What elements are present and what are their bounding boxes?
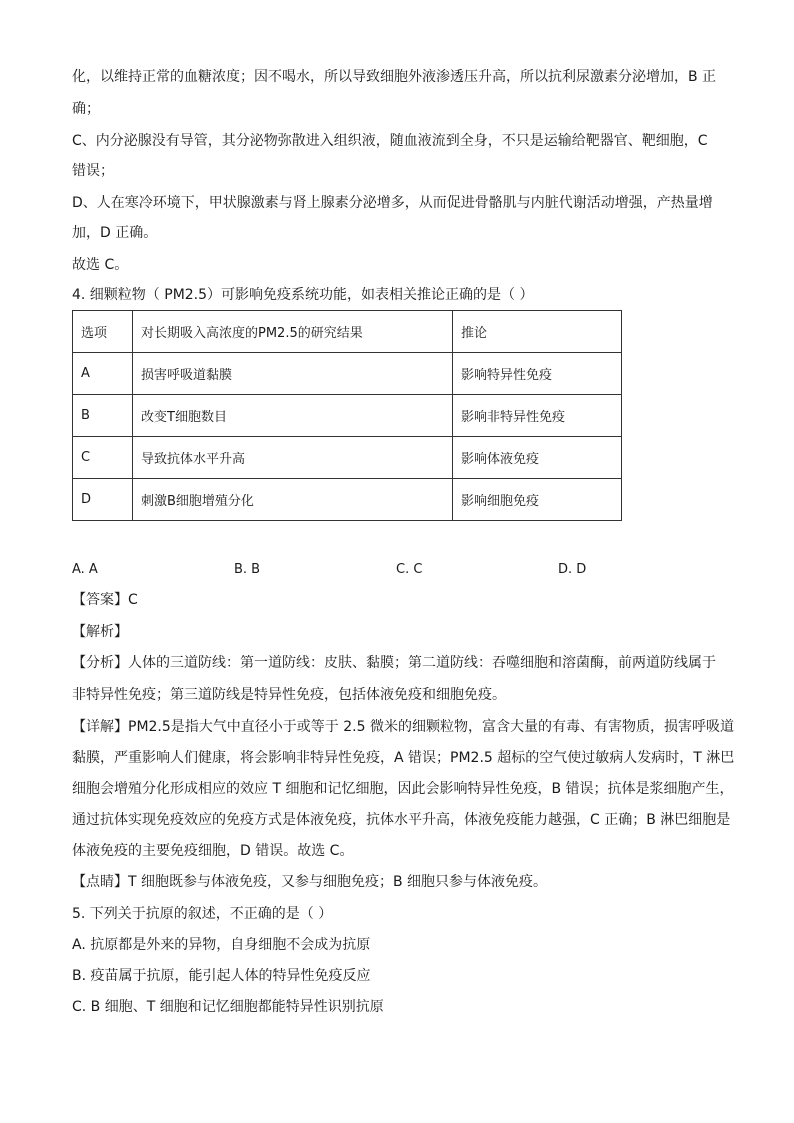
table-cell: A	[73, 353, 133, 395]
table-cell: 影响体液免疫	[453, 437, 622, 479]
table-cell: 影响细胞免疫	[453, 479, 622, 521]
question-5-option: C. B 细胞、T 细胞和记忆细胞都能特异性识别抗原	[72, 999, 384, 1015]
table-cell: 刺激B细胞增殖分化	[133, 479, 453, 521]
table-header-row	[73, 311, 622, 353]
table-header-cell: 选项	[73, 311, 133, 353]
table-cell: 改变T细胞数目	[133, 395, 453, 437]
option-c: C. C	[396, 562, 423, 577]
question-5-option: B. 疫苗属于抗原，能引起人体的特异性免疫反应	[72, 968, 371, 984]
table-cell: 影响特异性免疫	[453, 353, 622, 395]
table-header-cell: 推论	[453, 311, 622, 353]
table-row	[73, 437, 622, 479]
text-line: C、内分泌腺没有导管，其分泌物弥散进入组织液，随血液流到全身，不只是运输给靶器官、靶细胞，C	[72, 133, 708, 149]
table-row	[73, 395, 622, 437]
text-line: 【详解】PM2.5是指大气中直径小于或等于 2.5 微米的细颗粒物，富含大量的有毒、有害物质，损害呼吸道	[72, 719, 734, 735]
text-line: 错误；	[72, 163, 114, 179]
table-cell: D	[73, 479, 133, 521]
text-line: 体液免疫的主要免疫细胞，D 错误。故选 C。	[72, 843, 354, 859]
text-line: 故选 C。	[72, 257, 129, 273]
option-a: A. A	[72, 562, 98, 577]
text-line: 黏膜，严重影响人们健康，将会影响非特异性免疫，A 错误；PM2.5 超标的空气使过敏病人发病时，T 淋巴	[72, 750, 735, 766]
analysis-title: 【解析】	[72, 624, 128, 640]
text-line: 非特异性免疫；第三道防线是特异性免疫，包括体液免疫和细胞免疫。	[72, 687, 506, 703]
table-cell: 导致抗体水平升高	[133, 437, 453, 479]
question-5-stem: 5. 下列关于抗原的叙述，不正确的是（ ）	[72, 906, 333, 922]
table-header-cell: 对长期吸入高浓度的PM2.5的研究结果	[133, 311, 453, 353]
text-line: 加，D 正确。	[72, 225, 158, 241]
table-row	[73, 353, 622, 395]
text-line: D、人在寒冷环境下，甲状腺激素与肾上腺素分泌增多，从而促进骨骼肌与内脏代谢活动增强，产热量增	[72, 195, 713, 211]
text-line: 确；	[72, 101, 100, 117]
text-line: 【分析】人体的三道防线：第一道防线：皮肤、黏膜；第二道防线：吞噬细胞和溶菌酶，前两道防线属于	[72, 655, 716, 671]
table-cell: C	[73, 437, 133, 479]
option-b: B. B	[234, 562, 261, 577]
pm25-table	[72, 310, 622, 521]
text-line: 【点睛】T 细胞既参与体液免疫，又参与细胞免疫；B 细胞只参与体液免疫。	[72, 874, 548, 890]
table-cell: 影响非特异性免疫	[453, 395, 622, 437]
table-row	[73, 479, 622, 521]
table-cell: 损害呼吸道黏膜	[133, 353, 453, 395]
answer-line: 【答案】C	[72, 592, 138, 608]
question-5-option: A. 抗原都是外来的异物，自身细胞不会成为抗原	[72, 937, 371, 953]
text-line: 化，以维持正常的血糖浓度；因不喝水，所以导致细胞外液渗透压升高，所以抗利尿激素分泌增加，B 正	[72, 69, 717, 85]
table-cell: B	[73, 395, 133, 437]
text-line: 细胞会增殖分化形成相应的效应 T 细胞和记忆细胞，因此会影响特异性免疫，B 错误；抗体是浆细胞产生，	[72, 781, 734, 797]
question-4-stem: 4. 细颗粒物（ PM2.5）可影响免疫系统功能，如表相关推论正确的是（ ）	[72, 287, 534, 303]
text-line: 通过抗体实现免疫效应的免疫方式是体液免疫，抗体水平升高，体液免疫能力越强，C 正确；B 淋巴细胞是	[72, 812, 731, 828]
option-d: D. D	[558, 562, 587, 577]
